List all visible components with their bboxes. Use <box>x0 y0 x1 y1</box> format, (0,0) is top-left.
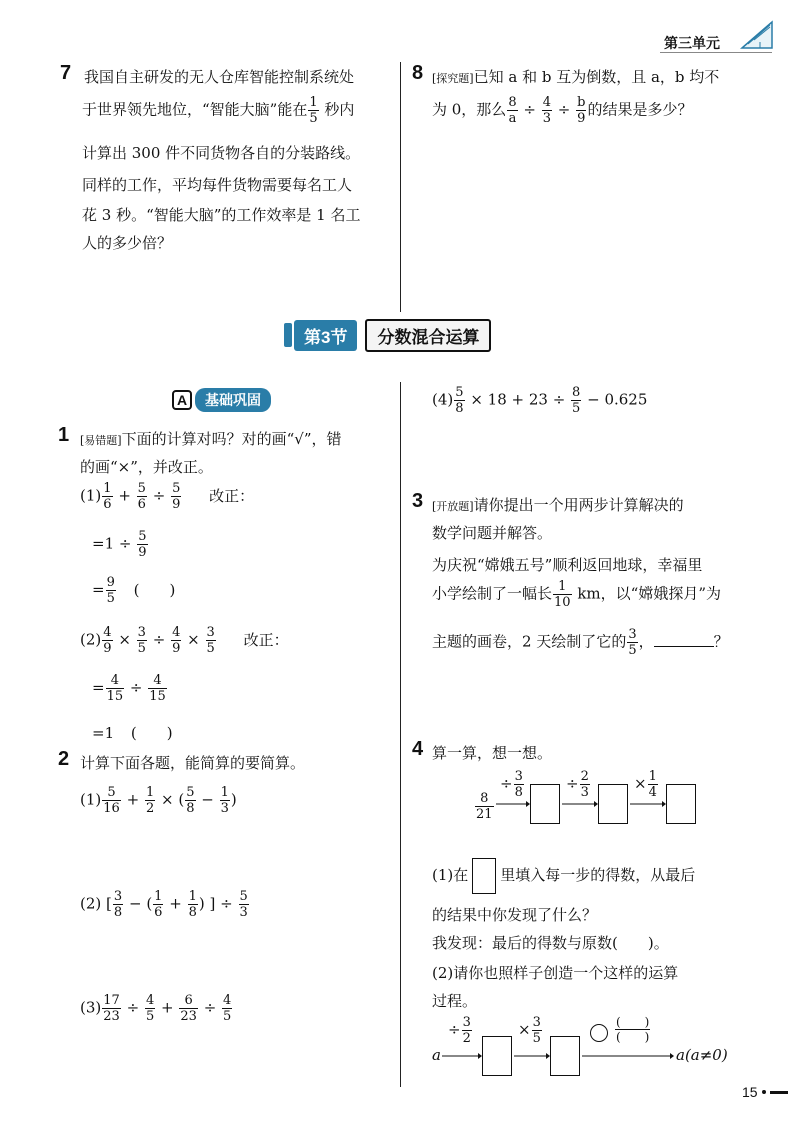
q7-fraction <box>308 96 318 125</box>
q1-p1-c-den: 9 <box>172 497 181 512</box>
q1-p1s2-num: 9 <box>106 575 115 590</box>
q2-e3-frac-d <box>222 994 232 1023</box>
q2-e1-frac-c <box>185 786 195 815</box>
q8-op-2: ÷ <box>557 100 571 119</box>
q4-t2-num: 3 <box>532 1015 541 1030</box>
q1-p1-a-den: 6 <box>103 497 112 512</box>
q2-e2-rbracket: ] <box>209 894 216 913</box>
q2-e1-lparen: ( <box>178 790 185 809</box>
q2-e2-c-den: 8 <box>188 905 197 920</box>
q1-p2s1-pre: = <box>92 678 105 697</box>
q2-e3-d-den: 5 <box>223 1009 232 1024</box>
q1-p1s1-pre: =1 ÷ <box>92 534 132 553</box>
q2-e1-b-den: 2 <box>145 801 155 816</box>
q2-e2-op1: − <box>128 894 142 913</box>
q7-number: 7 <box>60 62 72 84</box>
q8-line-2-text-b: 的结果是多少？ <box>587 100 693 119</box>
q1-p2-b-num: 3 <box>137 625 146 640</box>
q2-e3-frac-b <box>145 994 155 1023</box>
q1-p2-frac-c <box>171 626 181 655</box>
q2-e2-frac-a <box>113 890 123 919</box>
q2-e1-frac-a <box>102 786 121 815</box>
q1-p2s1-frac-a <box>106 674 125 703</box>
q1-p2-step-2 <box>92 722 173 743</box>
q1-p2-e-num: 3 <box>206 625 215 640</box>
q2-e3-a-den: 23 <box>103 1009 120 1024</box>
q7-line-2-text-b: 秒内 <box>324 100 355 119</box>
q2-e1-op1: + <box>126 790 140 809</box>
q2-e2-d-den: 3 <box>239 905 248 920</box>
q2-e2-c-num: 1 <box>188 889 197 904</box>
section-heading <box>284 320 491 350</box>
q2-e2-d-num: 5 <box>239 889 248 904</box>
q3-line-1-text: 请你提出一个用两步计算解决的 <box>473 496 684 514</box>
q2-e1-a-den: 16 <box>103 801 120 816</box>
q1-line-2: 的画“×”，并改正。 <box>80 458 213 476</box>
q4-create-box-1[interactable] <box>482 1036 512 1076</box>
q1-p2-c-num: 4 <box>172 625 181 640</box>
q3-f-num: 1 <box>553 580 572 595</box>
q4-t2-frac <box>532 1016 542 1045</box>
q2-expr-4 <box>432 386 647 415</box>
q1-p1-frac-c <box>171 482 181 511</box>
q2-e2-label: (2) <box>80 894 102 913</box>
top-column-divider <box>400 62 401 312</box>
q7-line-2 <box>82 96 354 125</box>
q8-frac-2-den: 3 <box>542 111 552 126</box>
q1-p2s1-b-den: 15 <box>149 689 166 704</box>
q2-e3-b-den: 5 <box>145 1009 155 1024</box>
q4-create-chain <box>432 1014 772 1084</box>
q8-frac-2-num: 4 <box>542 95 552 110</box>
q1-number: 1 <box>58 424 70 446</box>
q1-p2-op1: × <box>118 630 131 649</box>
q2-e3-frac-c <box>179 994 198 1023</box>
q2-e1-label: (1) <box>80 790 102 809</box>
q4-start-fraction <box>475 792 494 821</box>
q1-p2-fix-label: 改正： <box>243 630 289 649</box>
q3-part-fraction <box>627 628 637 657</box>
q1-p1-fix-label: 改正： <box>209 486 255 505</box>
q8-number: 8 <box>412 62 424 84</box>
q3-line-5-qmark: ？ <box>713 632 729 651</box>
q3-f-den: 10 <box>554 595 571 610</box>
q2-e4-tail: − 0.625 <box>587 390 648 409</box>
q3-line-5-comma: ， <box>638 632 654 651</box>
q4-start-den: 21 <box>476 807 493 822</box>
q4-part-1-line-1 <box>432 858 695 894</box>
q4-s3-den: 4 <box>648 785 657 800</box>
q2-e2-b-num: 1 <box>154 889 163 904</box>
page-number-dot <box>762 1090 766 1094</box>
q4-t1-den: 2 <box>462 1031 471 1046</box>
section-title: 分数混合运算 <box>365 319 491 352</box>
q4-answer-box-1[interactable] <box>530 784 560 824</box>
q8-frac-1 <box>507 96 517 125</box>
page-number-text: 15 <box>742 1084 758 1100</box>
unit-header <box>664 33 720 53</box>
q8-line-1 <box>432 66 719 87</box>
q1-p1s1-den: 9 <box>138 545 147 560</box>
q8-tag: [探究题] <box>432 72 474 85</box>
q4-t1-num: 3 <box>462 1015 471 1030</box>
q4-operator-circle[interactable] <box>590 1024 608 1042</box>
bottom-column-divider <box>400 382 401 1087</box>
q2-e1-op2: × <box>161 790 174 809</box>
q1-p2s2-pre: =1 <box>92 724 115 742</box>
q8-line-1-text: 已知 a 和 b 互为倒数，且 a，b 均不 <box>473 68 720 86</box>
q2-e2-frac-c <box>188 890 198 919</box>
q2-e3-frac-a <box>102 994 121 1023</box>
q1-p1-c-num: 5 <box>172 481 181 496</box>
q1-p2-b-den: 5 <box>137 641 146 656</box>
q4-create-step-2-label <box>518 1016 543 1045</box>
q2-e1-frac-d <box>220 786 230 815</box>
q2-e3-a-num: 17 <box>103 993 120 1008</box>
q2-e4-b-num: 8 <box>572 385 581 400</box>
q2-e2-rparen: ) <box>198 894 205 913</box>
q1-p1-a-num: 1 <box>103 481 112 496</box>
q4-part-2-line-1: (2)请你也照样子创造一个这样的运算 <box>432 964 679 982</box>
q7-fraction-den: 5 <box>309 111 318 126</box>
q1-p1s2-frac <box>106 576 116 605</box>
q4-arrow-2 <box>562 800 598 808</box>
q8-frac-2 <box>542 96 552 125</box>
q3-g-den: 5 <box>628 643 637 658</box>
q1-p2s1-a-den: 15 <box>106 689 124 704</box>
q2-e1-c-den: 8 <box>186 801 195 816</box>
q1-tag: [易错题] <box>80 434 122 447</box>
q1-p1s1-num: 5 <box>138 529 147 544</box>
q4-answer-box-3[interactable] <box>666 784 696 824</box>
q8-line-2 <box>432 96 693 125</box>
q4-inline-box <box>472 858 496 894</box>
q4-s2-den: 3 <box>580 785 589 800</box>
q2-e4-frac-b <box>571 386 581 415</box>
q1-p2-e-den: 5 <box>206 641 215 656</box>
q3-line-3: 为庆祝“嫦娥五号”顺利返回地球，幸福里 <box>432 556 703 574</box>
q4-p1-text-a: (1)在 <box>432 866 469 884</box>
section-dots <box>284 323 292 347</box>
q4-s2-num: 2 <box>580 769 589 784</box>
q4-create-arrow-2 <box>514 1052 550 1060</box>
q4-step-2-label <box>566 770 591 799</box>
q3-line-1 <box>432 494 684 515</box>
q2-e2-a-num: 3 <box>113 889 123 904</box>
q2-e3-c-num: 6 <box>179 994 198 1009</box>
q4-create-step-3-frac[interactable] <box>615 1016 650 1043</box>
q4-create-step-1-label <box>448 1016 473 1045</box>
q4-s3-op: × <box>634 774 647 793</box>
q4-variable-a: a <box>432 1046 441 1064</box>
q2-e1-d-den: 3 <box>220 801 229 816</box>
q2-expr-2 <box>80 890 250 919</box>
q2-expr-1 <box>80 786 237 815</box>
q1-p2s1-op: ÷ <box>129 678 143 697</box>
q2-e3-op1: ÷ <box>126 998 140 1017</box>
q1-p1-b-num: 5 <box>137 481 146 496</box>
q1-p2-op3: × <box>187 630 200 649</box>
q8-frac-3-num: b <box>577 95 586 110</box>
q3-line-5 <box>432 628 729 657</box>
q4-create-result: a(a≠0) <box>676 1046 728 1064</box>
q8-frac-3-den: 9 <box>577 111 586 126</box>
q3-line-4-text-a: 小学绘制了一幅长 <box>432 584 553 603</box>
q3-question-blank[interactable] <box>654 633 714 647</box>
q2-e4-label: (4) <box>432 390 454 409</box>
q4-part-2-line-2: 过程。 <box>432 992 478 1010</box>
q4-part-1-line-2: 的结果中你发现了什么？ <box>432 906 598 924</box>
q1-p1-label: (1) <box>80 486 102 505</box>
q2-e4-a-num: 5 <box>455 385 464 400</box>
q3-number: 3 <box>412 490 424 512</box>
q1-p1-frac-b <box>137 482 147 511</box>
q2-e2-lbracket: [ <box>106 894 112 913</box>
header-rule <box>660 52 772 53</box>
q2-e1-op3: − <box>201 790 214 809</box>
q2-e1-frac-b <box>145 786 155 815</box>
q2-e2-frac-b <box>153 890 163 919</box>
q7-line-3: 计算出 300 件不同货物各自的分装路线。 <box>82 144 361 162</box>
q1-part-2 <box>80 626 289 655</box>
q4-s1-den: 8 <box>514 785 523 800</box>
q2-e1-c-num: 5 <box>186 785 195 800</box>
q1-line-1-text: 下面的计算对吗？对的画“√”，错 <box>121 430 342 448</box>
q1-p2-frac-b <box>137 626 147 655</box>
q4-number: 4 <box>412 738 424 760</box>
q2-e4-frac-a <box>454 386 464 415</box>
q4-t1-frac <box>462 1016 472 1045</box>
q2-title: 计算下面各题，能简算的要简算。 <box>80 754 306 772</box>
q4-s1-frac <box>514 770 524 799</box>
q1-p1s2-den: 5 <box>106 591 115 606</box>
q4-s2-frac <box>580 770 590 799</box>
page-number-bar <box>770 1091 788 1094</box>
q4-s1-num: 3 <box>514 769 523 784</box>
q2-e4-b-den: 5 <box>572 401 581 416</box>
q2-e1-b-num: 1 <box>145 785 155 800</box>
q3-line-4-text-b: km，以“嫦娥探月”为 <box>577 584 721 603</box>
q8-line-2-text-a: 为 0，那么 <box>432 100 507 119</box>
q4-create-arrow-3 <box>582 1052 674 1060</box>
q8-frac-3 <box>576 96 586 125</box>
q1-p1-step-2 <box>92 576 175 605</box>
q2-e3-d-num: 4 <box>223 993 232 1008</box>
q7-line-1: 我国自主研发的无人仓库智能控制系统处 <box>84 68 355 86</box>
q1-p1s2-pre: = <box>92 580 105 599</box>
q1-p2s1-b-num: 4 <box>148 674 167 689</box>
q4-step-3-label <box>634 770 659 799</box>
q4-step-1-label <box>500 770 525 799</box>
q4-s3-num: 1 <box>648 769 657 784</box>
unit-title: 第三单元 <box>664 35 720 51</box>
page-number <box>742 1084 788 1100</box>
subsection-letter: A <box>172 390 192 410</box>
q1-p1-step-1 <box>92 530 149 559</box>
q4-s3-frac <box>648 770 658 799</box>
q1-p2s1-a-num: 4 <box>106 674 125 689</box>
q2-e1-a-num: 5 <box>102 786 121 801</box>
q3-line-5-text-a: 主题的画卷，2 天绘制了它的 <box>432 632 627 651</box>
q4-s2-op: ÷ <box>566 774 579 793</box>
q1-p2s1-frac-b <box>148 674 167 703</box>
q4-arrow-3 <box>630 800 666 808</box>
q1-p1-op2: ÷ <box>152 486 166 505</box>
q1-p2-step-1 <box>92 674 168 703</box>
q4-create-box-2[interactable] <box>550 1036 580 1076</box>
q1-p1-op1: + <box>118 486 131 505</box>
q4-p1-text-b: 里填入每一步的得数，从最后 <box>500 866 696 884</box>
subsection-title: 基础巩固 <box>195 388 271 412</box>
q2-e2-a-den: 8 <box>113 905 123 920</box>
q2-e3-op2: + <box>161 998 174 1017</box>
q1-part-1 <box>80 482 254 511</box>
q2-e2-op2: + <box>169 894 182 913</box>
q4-t2-den: 5 <box>532 1031 541 1046</box>
q4-t1-op: ÷ <box>448 1020 461 1039</box>
q1-p2-a-num: 4 <box>103 625 112 640</box>
q2-e4-mid: × 18 + 23 ÷ <box>470 390 566 409</box>
q4-create-arrow-1 <box>442 1052 482 1060</box>
q1-p2-frac-a <box>102 626 112 655</box>
q2-e1-rparen: ) <box>230 790 237 809</box>
q3-tag: [开放题] <box>432 500 474 513</box>
q2-e3-c-den: 23 <box>180 1009 197 1024</box>
q4-start-num: 8 <box>475 792 494 807</box>
q2-e2-frac-d <box>239 890 249 919</box>
q1-line-1 <box>80 428 342 449</box>
q1-p2-a-den: 9 <box>103 641 112 656</box>
q1-p2-answer-paren[interactable]: ( ) <box>130 724 173 742</box>
q3-line-4 <box>432 580 721 609</box>
q7-line-6: 人的多少倍？ <box>82 234 173 252</box>
q2-number: 2 <box>58 748 70 770</box>
q1-p1-b-den: 6 <box>137 497 146 512</box>
q7-line-4: 同样的工作，平均每件货物需要每名工人 <box>82 176 353 194</box>
q4-example-chain <box>474 770 714 840</box>
q2-e3-b-num: 4 <box>145 993 155 1008</box>
q1-p1-answer-paren[interactable]: ( ) <box>133 580 176 599</box>
q4-title: 算一算，想一想。 <box>432 744 553 762</box>
subsection-heading <box>172 388 271 412</box>
q7-line-2-text-a: 于世界领先地位，“智能大脑”能在 <box>82 100 308 119</box>
q3-g-num: 3 <box>628 627 637 642</box>
q8-frac-1-num: 8 <box>508 95 517 110</box>
q7-fraction-num: 1 <box>309 95 318 110</box>
q4-answer-box-2[interactable] <box>598 784 628 824</box>
q3-line-2: 数学问题并解答。 <box>432 524 553 542</box>
q2-e2-b-den: 6 <box>154 905 163 920</box>
q2-e2-op3: ÷ <box>220 894 233 913</box>
q2-e1-d-num: 1 <box>220 785 229 800</box>
q2-expr-3 <box>80 994 233 1023</box>
q1-p2-label: (2) <box>80 630 102 649</box>
q3-length-fraction <box>553 580 572 609</box>
q4-t2-op: × <box>518 1020 531 1039</box>
q8-op-1: ÷ <box>523 100 536 119</box>
q4-found-line[interactable]: 我发现：最后的得数与原数( )。 <box>432 934 669 952</box>
section-badge: 第3节 <box>294 320 357 351</box>
q2-e3-op3: ÷ <box>203 998 217 1017</box>
q1-p2-c-den: 9 <box>172 641 181 656</box>
q8-frac-1-den: a <box>508 111 517 126</box>
q1-p2-frac-e <box>206 626 216 655</box>
q1-p1s1-frac <box>137 530 147 559</box>
q2-e3-label: (3) <box>80 998 102 1017</box>
q2-e2-lparen: ( <box>146 894 153 913</box>
ruler-triangle-icon <box>740 20 774 50</box>
q4-s1-op: ÷ <box>500 774 513 793</box>
q4-arrow-1 <box>496 800 530 808</box>
q1-p2-op2: ÷ <box>152 630 166 649</box>
q2-e4-a-den: 8 <box>455 401 464 416</box>
q1-p1-frac-a <box>102 482 112 511</box>
q4-t3-num[interactable]: ( ) <box>616 1015 650 1029</box>
q4-t3-den[interactable]: ( ) <box>616 1030 650 1044</box>
q7-line-5: 花 3 秒。“智能大脑”的工作效率是 1 名工 <box>82 206 361 224</box>
